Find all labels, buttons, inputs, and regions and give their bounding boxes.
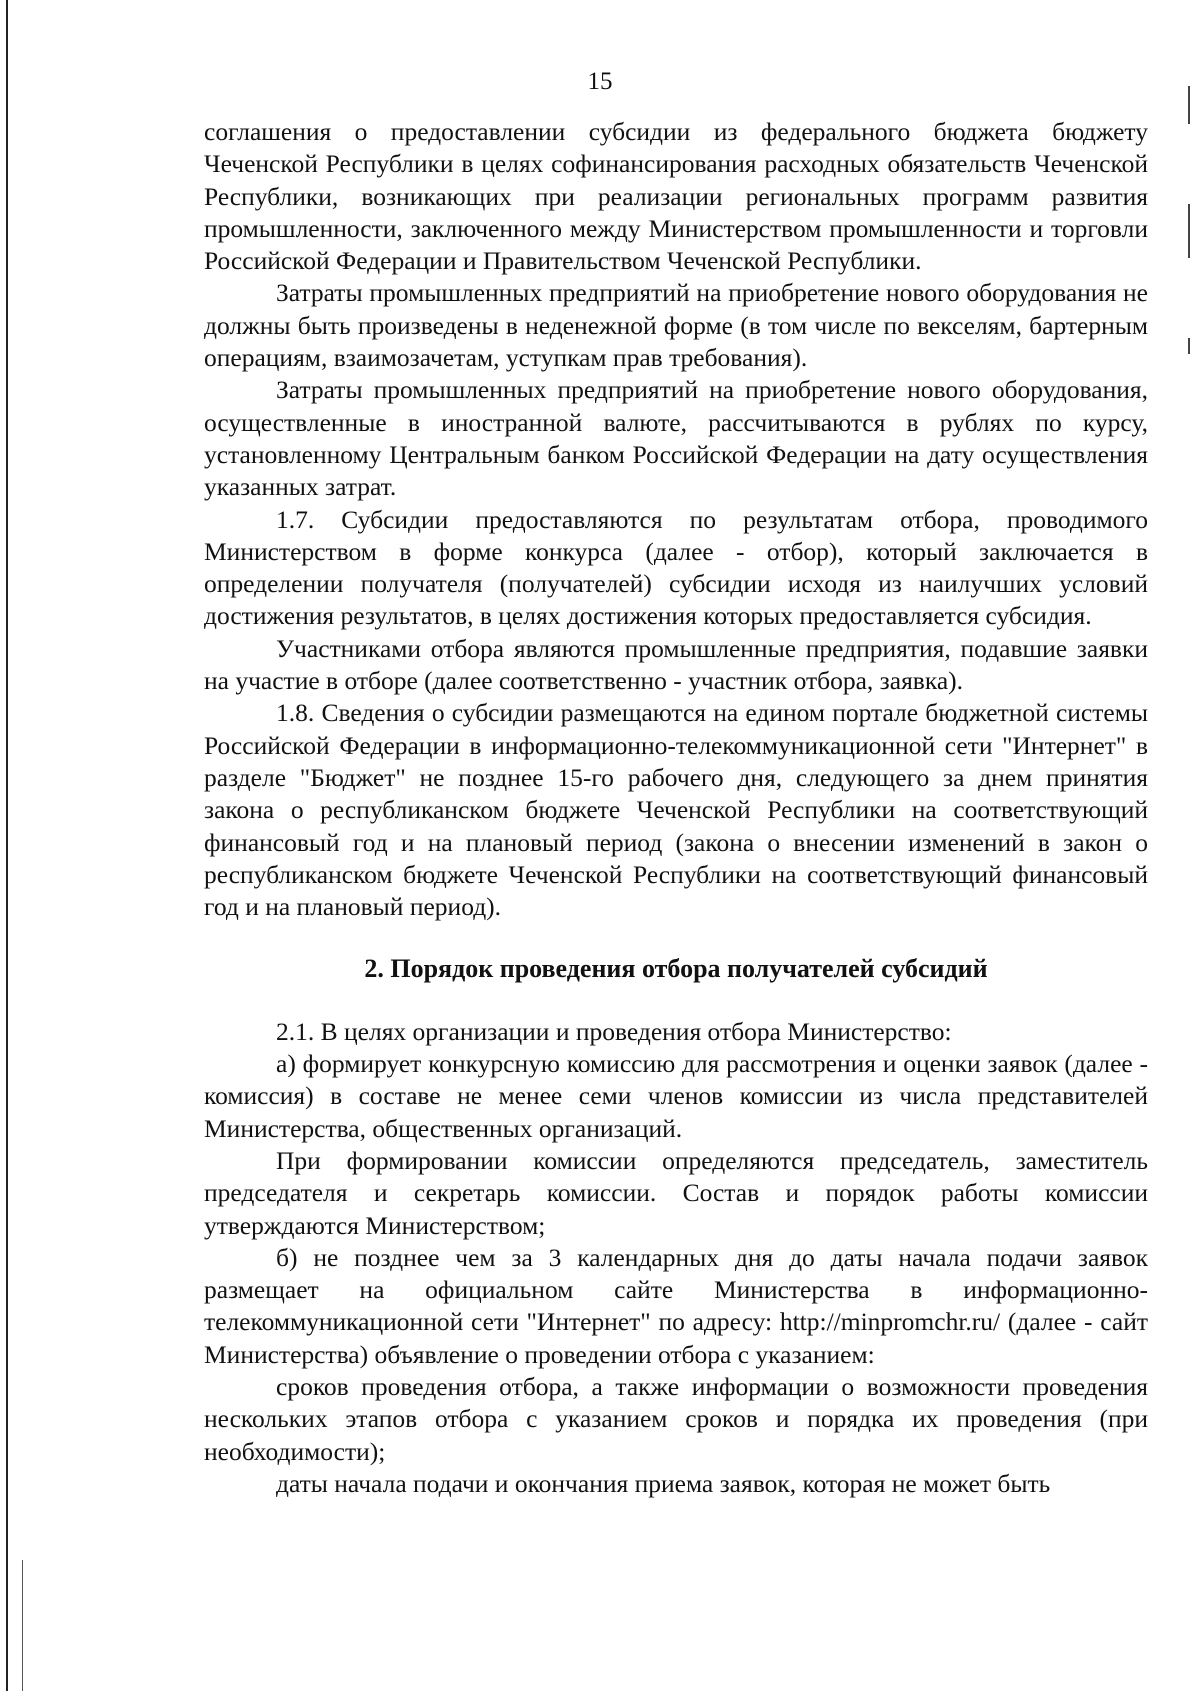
document-body — [204, 116, 1148, 1500]
scan-left-edge-line-secondary — [22, 1560, 23, 1691]
paragraph-1-7: 1.7. Субсидии предоставляются по результатам отбора, проводимого Министерством в форме конкурса (далее - отбор), который заключается в определении получателя (получателей) субсидии исходя из наилучших условий достижения результатов, в целях достижения которых предоставляется субсидия. — [204, 504, 1148, 631]
paragraph-selection-terms: сроков проведения отбора, а также информации о возможности проведения нескольких этапов отбора с указанием сроков и порядка их проведения (при необходимости); — [204, 1371, 1148, 1466]
paragraph-2-1-b: б) не позднее чем за 3 календарных дня до даты начала подачи заявок размещает на официальном сайте Министерства в информационно-телекоммуникационной сети "Интернет" по адресу: http://minpromchr.ru/ (далее - сайт Министерства) объявление о проведении отбора с указанием: — [204, 1242, 1148, 1369]
paragraph-2-1-a: а) формирует конкурсную комиссию для рассмотрения и оценки заявок (далее - комиссия) в составе не менее семи членов комиссии из числа представителей Министерства, общественных организаций. — [204, 1049, 1148, 1143]
paragraph-1-8: 1.8. Сведения о субсидии размещаются на едином портале бюджетной системы Российской Федерации в информационно-телекоммуникационной сети "Интернет" в разделе "Бюджет" не позднее 15-го рабочего дня, следующего за днем принятия закона о республиканском бюджете Чеченской Республики на соответствующий финансовый год и на плановый период (закона о внесении изменений в закон о республиканском бюджете Чеченской Республики на соответствующий финансовый год и на плановый период). — [204, 698, 1148, 922]
paragraph-application-dates: даты начала подачи и окончания приема заявок, которая не может быть — [276, 1468, 1051, 1498]
scan-margin-mark — [1188, 338, 1190, 354]
scan-left-edge-line — [6, 0, 8, 1691]
page-number: 15 — [587, 68, 613, 95]
scan-margin-mark — [1188, 204, 1190, 258]
paragraph-2-1: 2.1. В целях организации и проведения отбора Министерство: — [276, 1016, 952, 1046]
paragraph-commission-composition: При формировании комиссии определяются председатель, заместитель председателя и секретарь комиссии. Состав и порядок работы комиссии утверждаются Министерством; — [204, 1145, 1148, 1240]
paragraph-agreement-continuation: соглашения о предоставлении субсидии из федерального бюджета бюджету Чеченской Республики в целях софинансирования расходных обязательств Чеченской Республики, возникающих при реализации региональных программ развития промышленности, заключенного между Министерством промышленности и торговли Российской Федерации и Правительством Чеченской Республики. — [204, 117, 1148, 276]
paragraph-participants: Участниками отбора являются промышленные предприятия, подавшие заявки на участие в отборе (далее соответственно - участник отбора, заявка). — [204, 633, 1148, 696]
paragraph-costs-foreign-currency: Затраты промышленных предприятий на приобретение нового оборудования, осуществленные в иностранной валюте, рассчитываются в рублях по курсу, установленному Центральным банком Российской Федерации на дату осуществления указанных затрат. — [204, 375, 1148, 502]
paragraph-costs-noncash: Затраты промышленных предприятий на приобретение нового оборудования не должны быть произведены в неденежной форме (в том числе по векселям, бартерным операциям, взаимозачетам, уступкам прав требования). — [204, 278, 1148, 373]
section-heading: 2. Порядок проведения отбора получателей субсидий — [364, 954, 988, 984]
